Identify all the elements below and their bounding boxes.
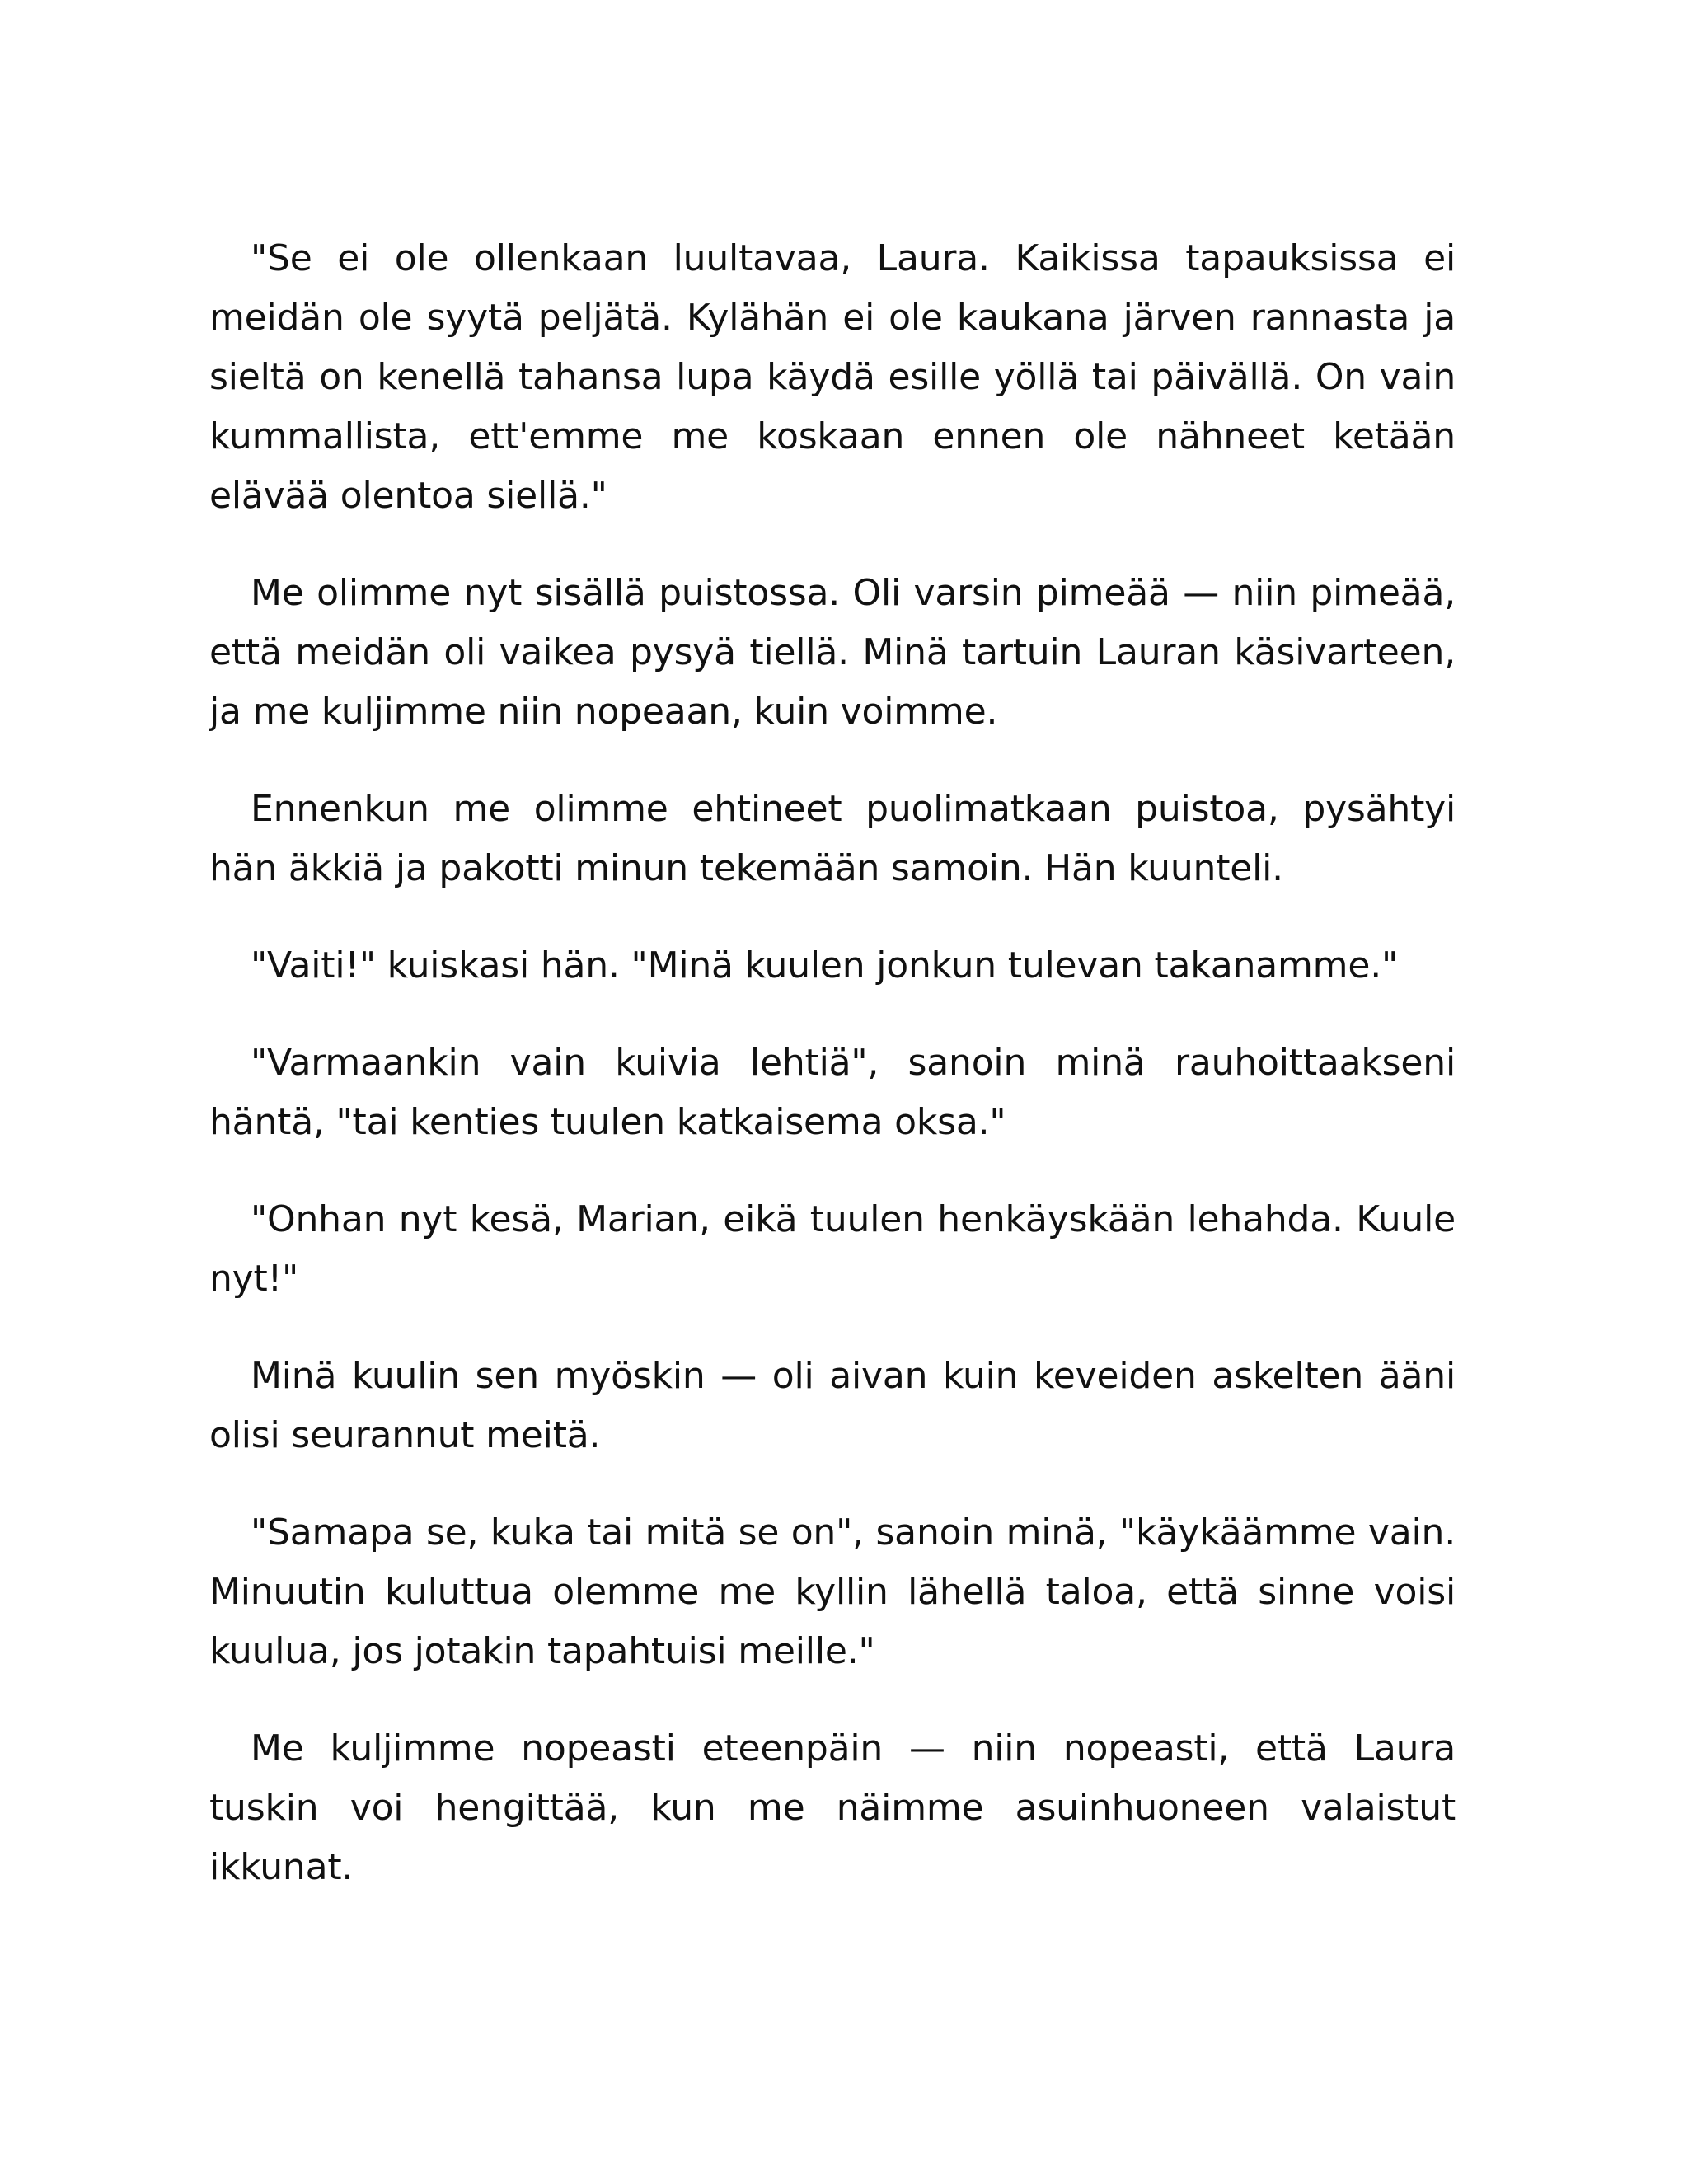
paragraph-7: Minä kuulin sen myöskin — oli aivan kuin keveiden askelten ääni olisi seurannut meitä. (209, 1355, 1456, 1456)
paragraph-5: "Varmaankin vain kuivia lehtiä", sanoin minä rauhoittaakseni häntä, "tai kenties tuulen katkaisema oksa." (209, 1042, 1456, 1143)
paragraph-2: Me olimme nyt sisällä puistossa. Oli varsin pimeää — niin pimeää, että meidän oli vaikea pysyä tiellä. Minä tartuin Lauran käsivarteen, ja me kuljimme niin nopeaan, kuin voimme. (209, 572, 1456, 733)
paragraph-1: "Se ei ole ollenkaan luultavaa, Laura. Kaikissa tapauksissa ei meidän ole syytä peljätä. Kylähän ei ole kaukana järven rannasta ja sieltä on kenellä tahansa lupa käydä esille yöllä tai päivällä. On vain kummallista, ett'emme me koskaan ennen ole nähneet ketään elävää olentoa siellä." (209, 237, 1456, 517)
paragraph-8: "Samapa se, kuka tai mitä se on", sanoin minä, "käykäämme vain. Minuutin kuluttua olemme me kyllin lähellä taloa, että sinne voisi kuulua, jos jotakin tapahtuisi meille." (209, 1511, 1456, 1672)
document-text (209, 229, 1456, 1935)
paragraph-6: "Onhan nyt kesä, Marian, eikä tuulen henkäyskään lehahda. Kuule nyt!" (209, 1198, 1456, 1300)
paragraph-9: Me kuljimme nopeasti eteenpäin — niin nopeasti, että Laura tuskin voi hengittää, kun me näimme asuinhuoneen valaistut ikkunat. (209, 1727, 1456, 1888)
paragraph-3: Ennenkun me olimme ehtineet puolimatkaan puistoa, pysähtyi hän äkkiä ja pakotti minun tekemään samoin. Hän kuunteli. (209, 788, 1456, 889)
paragraph-4: "Vaiti!" kuiskasi hän. "Minä kuulen jonkun tulevan takanamme." (251, 944, 1399, 987)
